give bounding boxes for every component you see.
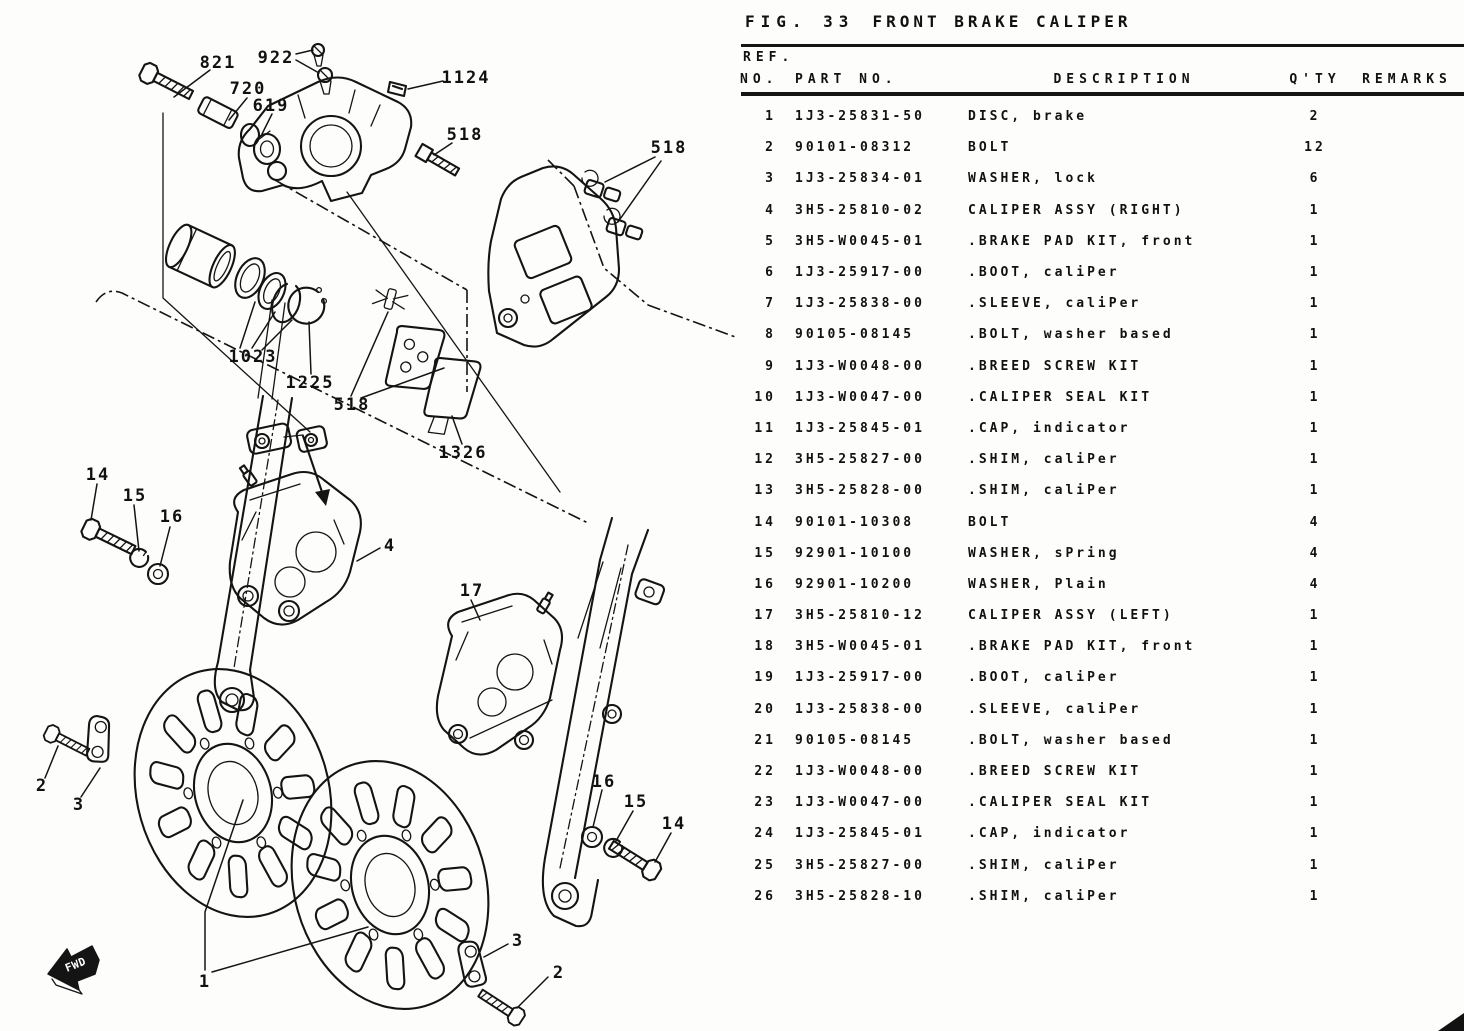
callout-2: 2 <box>35 776 49 796</box>
callout-1023: 1023 <box>228 347 278 367</box>
ref-no-cell: 21 <box>754 732 776 748</box>
part-no-cell: 92901-10200 <box>795 576 915 592</box>
qty-cell: 1 <box>1309 795 1321 811</box>
right-caliper-exploded-group <box>137 44 643 506</box>
ref-no-cell: 11 <box>754 420 776 436</box>
part-no-cell: 3H5-25810-12 <box>795 608 925 624</box>
brake-disc-right <box>263 737 517 1031</box>
qty-cell: 1 <box>1309 826 1321 842</box>
plain-washer-16-left <box>148 564 168 584</box>
callout-16: 16 <box>159 507 185 527</box>
description-cell: BOLT <box>968 140 1012 156</box>
ref-no-cell: 22 <box>754 764 776 780</box>
part-no-cell: 90105-08145 <box>795 327 915 343</box>
table-row <box>740 351 1464 382</box>
table-row <box>740 756 1464 787</box>
group-boundary-lines <box>96 113 738 523</box>
mount-bolt-821 <box>137 61 195 104</box>
fwd-direction-marker <box>48 946 99 994</box>
qty-cell: 1 <box>1309 358 1321 374</box>
table-row <box>740 850 1464 881</box>
callout-821: 821 <box>199 53 237 73</box>
callout-14: 14 <box>661 814 687 834</box>
ref-no-cell: 5 <box>765 233 776 249</box>
table-row <box>740 444 1464 475</box>
callout-1124: 1124 <box>441 68 491 88</box>
description-cell: .SHIM, caliPer <box>968 452 1120 468</box>
table-row <box>740 600 1464 631</box>
ref-no-cell: 20 <box>754 701 776 717</box>
table-row <box>740 506 1464 537</box>
qty-cell: 1 <box>1309 701 1321 717</box>
part-no-cell: 3H5-25827-00 <box>795 857 925 873</box>
part-no-cell: 1J3-25845-01 <box>795 826 925 842</box>
table-row <box>740 319 1464 350</box>
plain-washer-16-right <box>582 827 602 847</box>
ref-no-cell: 1 <box>765 109 776 125</box>
qty-cell: 6 <box>1309 171 1321 187</box>
ref-no-cell: 3 <box>765 171 776 187</box>
table-row <box>740 101 1464 132</box>
description-cell: .BOOT, caliPer <box>968 265 1120 281</box>
ref-no-cell: 6 <box>765 265 776 281</box>
callout-518: 518 <box>650 138 688 158</box>
part-no-cell: 1J3-25917-00 <box>795 670 925 686</box>
table-row <box>740 257 1464 288</box>
ref-no-cell: 16 <box>754 576 776 592</box>
table-row <box>740 787 1464 818</box>
callout-619: 619 <box>252 96 290 116</box>
header-qty: Q'TY <box>1289 71 1341 87</box>
qty-cell: 1 <box>1309 888 1321 904</box>
header-remarks: REMARKS <box>1362 71 1452 87</box>
ref-no-cell: 13 <box>754 483 776 499</box>
lock-washer-3-left <box>82 715 116 764</box>
title-divider <box>741 44 1464 47</box>
brake-disc-left <box>106 645 360 940</box>
qty-cell: 1 <box>1309 233 1321 249</box>
qty-cell: 1 <box>1309 670 1321 686</box>
header-description: DESCRIPTION <box>1053 71 1195 87</box>
ref-no-cell: 7 <box>765 296 776 312</box>
part-no-cell: 1J3-25838-00 <box>795 701 925 717</box>
table-header-row <box>740 68 1464 90</box>
part-no-cell: 1J3-W0048-00 <box>795 358 925 374</box>
description-cell: BOLT <box>968 514 1012 530</box>
figure-name: FRONT BRAKE CALIPER <box>872 12 1132 31</box>
ref-no-cell: 12 <box>754 452 776 468</box>
ref-no-cell: 10 <box>754 389 776 405</box>
description-cell: .BOLT, washer based <box>968 732 1174 748</box>
ref-no-cell: 19 <box>754 670 776 686</box>
callout-14: 14 <box>85 465 111 485</box>
part-no-cell: 3H5-25828-10 <box>795 888 925 904</box>
description-cell: .CAP, indicator <box>968 420 1131 436</box>
caliper-bolt-14-right <box>606 836 663 882</box>
ref-no-cell: 18 <box>754 639 776 655</box>
qty-cell: 4 <box>1309 514 1321 530</box>
description-cell: WASHER, sPring <box>968 545 1120 561</box>
callout-3: 3 <box>72 795 86 815</box>
part-no-cell: 1J3-25831-50 <box>795 109 925 125</box>
callout-1: 1 <box>198 972 212 992</box>
description-cell: .BREED SCREW KIT <box>968 358 1142 374</box>
qty-cell: 1 <box>1309 639 1321 655</box>
ref-no-cell: 15 <box>754 545 776 561</box>
qty-cell: 1 <box>1309 764 1321 780</box>
qty-cell: 1 <box>1309 857 1321 873</box>
part-no-cell: 90101-10308 <box>795 514 915 530</box>
qty-cell: 1 <box>1309 452 1321 468</box>
part-no-cell: 1J3-25845-01 <box>795 420 925 436</box>
table-row <box>740 132 1464 163</box>
description-cell: .CAP, indicator <box>968 826 1131 842</box>
part-no-cell: 1J3-W0047-00 <box>795 389 925 405</box>
callout-17: 17 <box>459 581 485 601</box>
piston <box>161 221 240 291</box>
table-row <box>740 725 1464 756</box>
circlip-1225 <box>288 288 326 324</box>
table-row <box>740 226 1464 257</box>
ref-no-cell: 4 <box>765 202 776 218</box>
part-no-cell: 3H5-W0045-01 <box>795 233 925 249</box>
callout-1326: 1326 <box>438 443 488 463</box>
part-no-cell: 92901-10100 <box>795 545 915 561</box>
qty-cell: 1 <box>1309 296 1321 312</box>
callout-16: 16 <box>591 772 617 792</box>
header-part-no: PART NO. <box>795 71 898 87</box>
callout-720: 720 <box>229 79 267 99</box>
table-row <box>740 163 1464 194</box>
screws-922 <box>312 44 332 94</box>
description-cell: .CALIPER SEAL KIT <box>968 389 1153 405</box>
qty-cell: 1 <box>1309 420 1321 436</box>
qty-cell: 2 <box>1309 109 1321 125</box>
part-no-cell: 1J3-25834-01 <box>795 171 925 187</box>
part-no-cell: 1J3-25917-00 <box>795 265 925 281</box>
sleeve-720 <box>197 96 239 129</box>
header-no: NO. <box>740 71 779 87</box>
part-no-cell: 90105-08145 <box>795 732 915 748</box>
description-cell: .BOOT, caliPer <box>968 670 1120 686</box>
ref-no-cell: 9 <box>765 358 776 374</box>
description-cell: WASHER, lock <box>968 171 1098 187</box>
ref-no-cell: 17 <box>754 608 776 624</box>
qty-cell: 1 <box>1309 327 1321 343</box>
part-no-cell: 3H5-25827-00 <box>795 452 925 468</box>
table-row <box>740 413 1464 444</box>
table-row <box>740 694 1464 725</box>
table-row <box>740 662 1464 693</box>
description-cell: .SHIM, caliPer <box>968 888 1120 904</box>
part-no-cell: 3H5-W0045-01 <box>795 639 925 655</box>
disc-bolt-2-left <box>42 723 91 759</box>
qty-cell: 1 <box>1309 732 1321 748</box>
ref-no-cell: 23 <box>754 795 776 811</box>
bolt-518-top <box>416 144 461 178</box>
header-divider <box>741 92 1464 96</box>
table-row <box>740 538 1464 569</box>
table-row <box>740 195 1464 226</box>
page-corner-mark <box>1438 1013 1464 1031</box>
part-no-cell: 1J3-W0048-00 <box>795 764 925 780</box>
callout-518: 518 <box>446 125 484 145</box>
qty-cell: 12 <box>1304 140 1326 156</box>
bushing-619 <box>241 124 280 164</box>
part-no-cell: 3H5-25810-02 <box>795 202 925 218</box>
callout-518: 518 <box>333 395 371 415</box>
callout-922: 922 <box>257 48 295 68</box>
table-row <box>740 382 1464 413</box>
caliper-assy-right-installed <box>230 465 361 625</box>
qty-cell: 1 <box>1309 265 1321 281</box>
description-cell: CALIPER ASSY (RIGHT) <box>968 202 1185 218</box>
description-cell: CALIPER ASSY (LEFT) <box>968 608 1174 624</box>
qty-cell: 1 <box>1309 483 1321 499</box>
table-row <box>740 569 1464 600</box>
ref-no-cell: 2 <box>765 140 776 156</box>
table-row <box>740 631 1464 662</box>
part-no-cell: 1J3-W0047-00 <box>795 795 925 811</box>
part-no-cell: 1J3-25838-00 <box>795 296 925 312</box>
clip-1124 <box>388 82 406 96</box>
table-row <box>740 288 1464 319</box>
qty-cell: 1 <box>1309 389 1321 405</box>
description-cell: .BREED SCREW KIT <box>968 764 1142 780</box>
ref-no-cell: 26 <box>754 888 776 904</box>
table-row <box>740 818 1464 849</box>
description-cell: .SHIM, caliPer <box>968 483 1120 499</box>
header-ref: REF. <box>743 50 795 65</box>
figure-title <box>745 12 1131 31</box>
description-cell: DISC, brake <box>968 109 1088 125</box>
table-row <box>740 881 1464 912</box>
caliper-assy-left-installed <box>437 592 562 755</box>
description-cell: .SHIM, caliPer <box>968 857 1120 873</box>
description-cell: .BOLT, washer based <box>968 327 1174 343</box>
description-cell: .SLEEVE, caliPer <box>968 296 1142 312</box>
qty-cell: 4 <box>1309 576 1321 592</box>
figure-number: FIG. 33 <box>745 12 855 31</box>
qty-cell: 1 <box>1309 202 1321 218</box>
callout-3: 3 <box>511 931 525 951</box>
callout-1225: 1225 <box>285 373 335 393</box>
part-no-cell: 90101-08312 <box>795 140 915 156</box>
caliper-bolt-14-left <box>80 517 138 559</box>
description-cell: WASHER, Plain <box>968 576 1109 592</box>
callout-4: 4 <box>383 536 397 556</box>
description-cell: .CALIPER SEAL KIT <box>968 795 1153 811</box>
pad-pins-518 <box>582 170 643 241</box>
qty-cell: 4 <box>1309 545 1321 561</box>
callout-15: 15 <box>122 486 148 506</box>
description-cell: .BRAKE PAD KIT, front <box>968 233 1196 249</box>
description-cell: .SLEEVE, caliPer <box>968 701 1142 717</box>
part-no-cell: 3H5-25828-00 <box>795 483 925 499</box>
parts-table <box>740 0 1464 1031</box>
ref-no-cell: 25 <box>754 857 776 873</box>
parts-rows <box>740 101 1464 912</box>
callout-15: 15 <box>623 792 649 812</box>
fwd-label: FWD <box>63 954 88 975</box>
description-cell: .BRAKE PAD KIT, front <box>968 639 1196 655</box>
ref-no-cell: 14 <box>754 514 776 530</box>
qty-cell: 1 <box>1309 608 1321 624</box>
ref-no-cell: 8 <box>765 327 776 343</box>
table-row <box>740 475 1464 506</box>
callout-2: 2 <box>552 963 566 983</box>
pad-spring-518 <box>372 285 408 313</box>
ref-no-cell: 24 <box>754 826 776 842</box>
